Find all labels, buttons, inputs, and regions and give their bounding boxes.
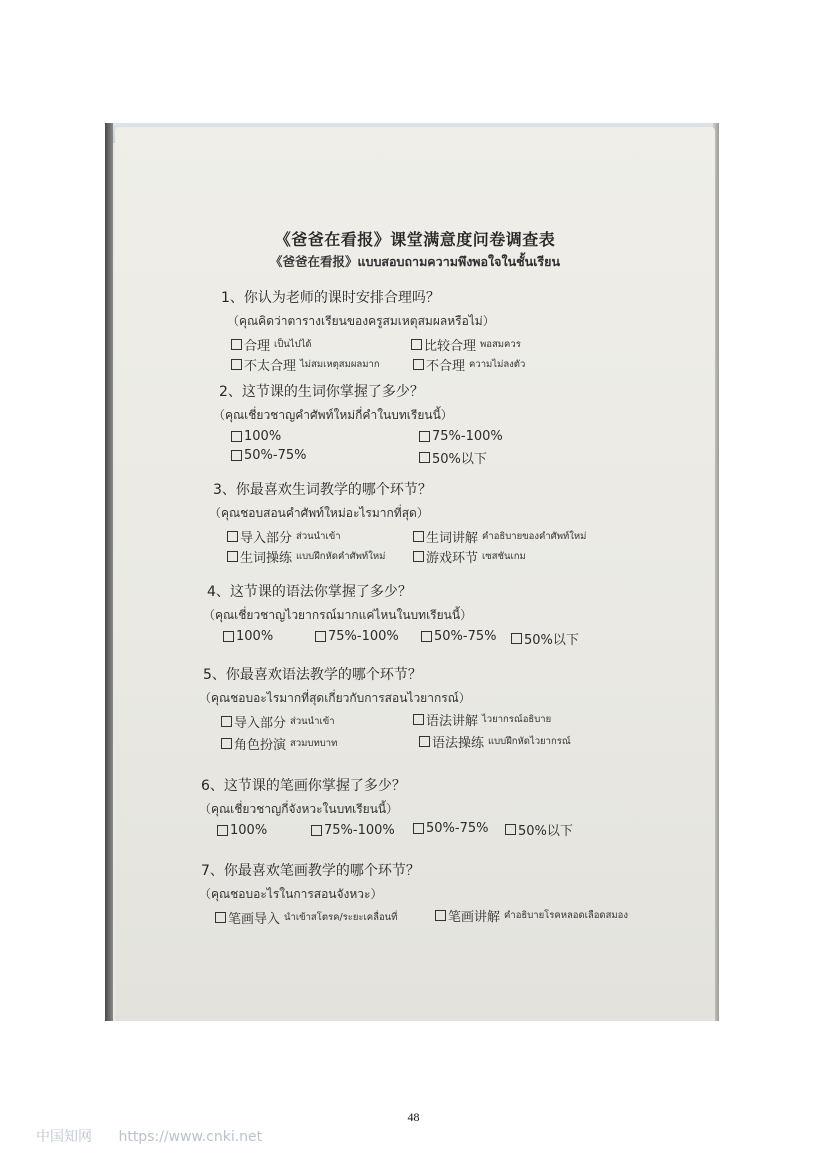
option-thai: สวมบทบาท xyxy=(290,738,338,749)
question-4 xyxy=(203,581,579,651)
checkbox[interactable] xyxy=(419,452,430,463)
option-chinese: 语法讲解 xyxy=(426,714,479,729)
option-2-b[interactable] xyxy=(419,429,503,444)
checkbox[interactable] xyxy=(411,339,422,350)
option-6-c[interactable] xyxy=(413,821,488,836)
option-thai: ส่วนนำเข้า xyxy=(290,716,335,727)
question-7-chinese: 7、你最喜欢笔画教学的哪个环节？ xyxy=(201,863,420,879)
question-3 xyxy=(209,479,587,569)
option-thai: ส่วนนำเข้า xyxy=(296,531,341,542)
checkbox[interactable] xyxy=(505,824,516,835)
option-chinese: 75%-100% xyxy=(328,629,399,644)
checkbox[interactable] xyxy=(413,714,424,725)
question-7-thai: （คุณชอบอะไรในการสอนจังหวะ） xyxy=(199,887,383,901)
option-thai: พอสมควร xyxy=(480,339,521,350)
question-1-chinese: 1、你认为老师的课时安排合理吗？ xyxy=(221,290,440,306)
question-4-chinese: 4、这节课的语法你掌握了多少？ xyxy=(207,584,412,600)
option-1-c[interactable] xyxy=(231,355,380,374)
option-4-a[interactable] xyxy=(223,629,273,644)
question-2-chinese: 2、这节课的生词你掌握了多少？ xyxy=(219,384,424,400)
title-chinese: 《爸爸在看报》课堂满意度问卷调查表 xyxy=(274,230,556,249)
option-1-b[interactable] xyxy=(411,335,521,354)
option-thai: นำเข้าสโตรค/ระยะเคลื่อนที่ xyxy=(284,912,398,923)
option-chinese: 生词操练 xyxy=(240,551,293,566)
option-3-c[interactable] xyxy=(227,547,385,566)
page-number: 48 xyxy=(407,1110,420,1124)
option-6-a[interactable] xyxy=(217,823,267,838)
checkbox[interactable] xyxy=(215,912,226,923)
option-chinese: 50%-75% xyxy=(426,821,489,836)
question-6 xyxy=(199,775,573,845)
option-3-a[interactable] xyxy=(227,527,341,546)
question-1-thai: （คุณคิดว่าตารางเรียนของครูสมเหตุสมผลหรือไม่） xyxy=(227,314,495,328)
option-chinese: 100% xyxy=(230,823,268,838)
option-chinese: 笔画讲解 xyxy=(448,910,501,925)
option-chinese: 导入部分 xyxy=(234,716,287,731)
checkbox[interactable] xyxy=(421,631,432,642)
checkbox[interactable] xyxy=(223,631,234,642)
checkbox[interactable] xyxy=(227,531,238,542)
option-chinese: 75%-100% xyxy=(432,429,503,444)
option-thai: แบบฝึกหัดไวยากรณ์ xyxy=(488,736,571,747)
option-chinese: 50%以下 xyxy=(518,824,573,839)
checkbox[interactable] xyxy=(511,633,522,644)
photo-left-edge xyxy=(105,123,113,1021)
option-5-d[interactable] xyxy=(419,732,571,751)
question-5 xyxy=(199,664,571,754)
question-7 xyxy=(199,860,629,930)
checkbox[interactable] xyxy=(311,825,322,836)
scanned-photo xyxy=(105,123,719,1021)
watermark-name: 中国知网 xyxy=(36,1129,92,1145)
checkbox[interactable] xyxy=(413,359,424,370)
option-4-d[interactable] xyxy=(511,629,579,648)
option-3-b[interactable] xyxy=(413,527,586,546)
option-1-a[interactable] xyxy=(231,335,312,354)
option-thai: คำอธิบายของคำศัพท์ใหม่ xyxy=(482,531,587,542)
option-chinese: 生词讲解 xyxy=(426,531,479,546)
checkbox[interactable] xyxy=(231,431,242,442)
checkbox[interactable] xyxy=(419,431,430,442)
question-6-thai: （คุณเชี่ยวชาญกี่จังหวะในบทเรียนนี้） xyxy=(199,802,399,816)
option-chinese: 笔画导入 xyxy=(228,912,281,927)
option-chinese: 合理 xyxy=(244,339,271,354)
checkbox[interactable] xyxy=(221,738,232,749)
option-2-d[interactable] xyxy=(419,448,487,467)
option-chinese: 75%-100% xyxy=(324,823,395,838)
checkbox[interactable] xyxy=(227,551,238,562)
checkbox[interactable] xyxy=(435,910,446,921)
option-chinese: 50%-75% xyxy=(244,448,307,463)
checkbox[interactable] xyxy=(221,716,232,727)
option-thai: แบบฝึกหัดคำศัพท์ใหม่ xyxy=(296,551,386,562)
checkbox[interactable] xyxy=(315,631,326,642)
option-thai: ความไม่ลงตัว xyxy=(469,359,526,370)
option-7-a[interactable] xyxy=(215,908,397,927)
checkbox[interactable] xyxy=(231,450,242,461)
option-thai: คำอธิบายโรคหลอดเลือดสมอง xyxy=(504,910,629,921)
watermark xyxy=(36,1126,284,1146)
option-chinese: 比较合理 xyxy=(424,339,477,354)
checkbox[interactable] xyxy=(413,531,424,542)
question-5-chinese: 5、你最喜欢语法教学的哪个环节？ xyxy=(203,667,422,683)
question-3-thai: （คุณชอบสอนคำศัพท์ใหม่อะไรมากที่สุด） xyxy=(209,506,429,520)
option-chinese: 游戏环节 xyxy=(426,551,479,566)
checkbox[interactable] xyxy=(413,823,424,834)
option-5-b[interactable] xyxy=(413,710,551,729)
question-6-chinese: 6、这节课的笔画你掌握了多少？ xyxy=(201,778,406,794)
checkbox[interactable] xyxy=(231,339,242,350)
title-thai: 《爸爸在看报》แบบสอบถามความพึงพอใจในชั้นเรียน xyxy=(269,254,560,269)
option-3-d[interactable] xyxy=(413,547,526,566)
option-4-c[interactable] xyxy=(421,629,496,644)
option-thai: ไม่สมเหตุสมผลมาก xyxy=(300,359,380,370)
option-1-d[interactable] xyxy=(413,355,525,374)
questionnaire-sheet xyxy=(115,127,715,1021)
option-chinese: 角色扮演 xyxy=(234,738,287,753)
option-7-b[interactable] xyxy=(435,906,628,925)
option-chinese: 语法操练 xyxy=(432,736,485,751)
option-chinese: 50%以下 xyxy=(432,452,487,467)
option-2-a[interactable] xyxy=(231,429,281,444)
option-2-c[interactable] xyxy=(231,448,306,463)
option-chinese: 不太合理 xyxy=(244,359,297,374)
checkbox[interactable] xyxy=(413,551,424,562)
option-thai: เป็นไปได้ xyxy=(274,339,312,350)
option-chinese: 50%-75% xyxy=(434,629,497,644)
question-2 xyxy=(213,381,503,469)
option-thai: ไวยากรณ์อธิบาย xyxy=(482,714,552,725)
option-6-b[interactable] xyxy=(311,823,395,838)
option-5-c[interactable] xyxy=(221,734,337,753)
watermark-url: https://www.cnki.net xyxy=(118,1129,263,1145)
option-chinese: 导入部分 xyxy=(240,531,293,546)
option-chinese: 100% xyxy=(236,629,274,644)
question-2-thai: （คุณเชี่ยวชาญคำศัพท์ใหม่กี่คำในบทเรียนนี้） xyxy=(213,408,453,422)
checkbox[interactable] xyxy=(217,825,228,836)
checkbox[interactable] xyxy=(231,359,242,370)
option-chinese: 100% xyxy=(244,429,282,444)
option-6-d[interactable] xyxy=(505,820,573,839)
checkbox[interactable] xyxy=(419,736,430,747)
question-3-chinese: 3、你最喜欢生词教学的哪个环节？ xyxy=(213,482,432,498)
question-5-thai: （คุณชอบอะไรมากที่สุดเกี่ยวกับการสอนไวยากรณ์） xyxy=(199,691,471,705)
question-4-thai: （คุณเชี่ยวชาญไวยากรณ์มากแค่ไหนในบทเรียนนี้） xyxy=(203,608,473,622)
question-1 xyxy=(221,287,526,375)
option-thai: เซสชันเกม xyxy=(482,551,526,562)
title-block xyxy=(115,227,715,272)
option-4-b[interactable] xyxy=(315,629,399,644)
option-chinese: 不合理 xyxy=(426,359,466,374)
option-chinese: 50%以下 xyxy=(524,633,579,648)
option-5-a[interactable] xyxy=(221,712,335,731)
